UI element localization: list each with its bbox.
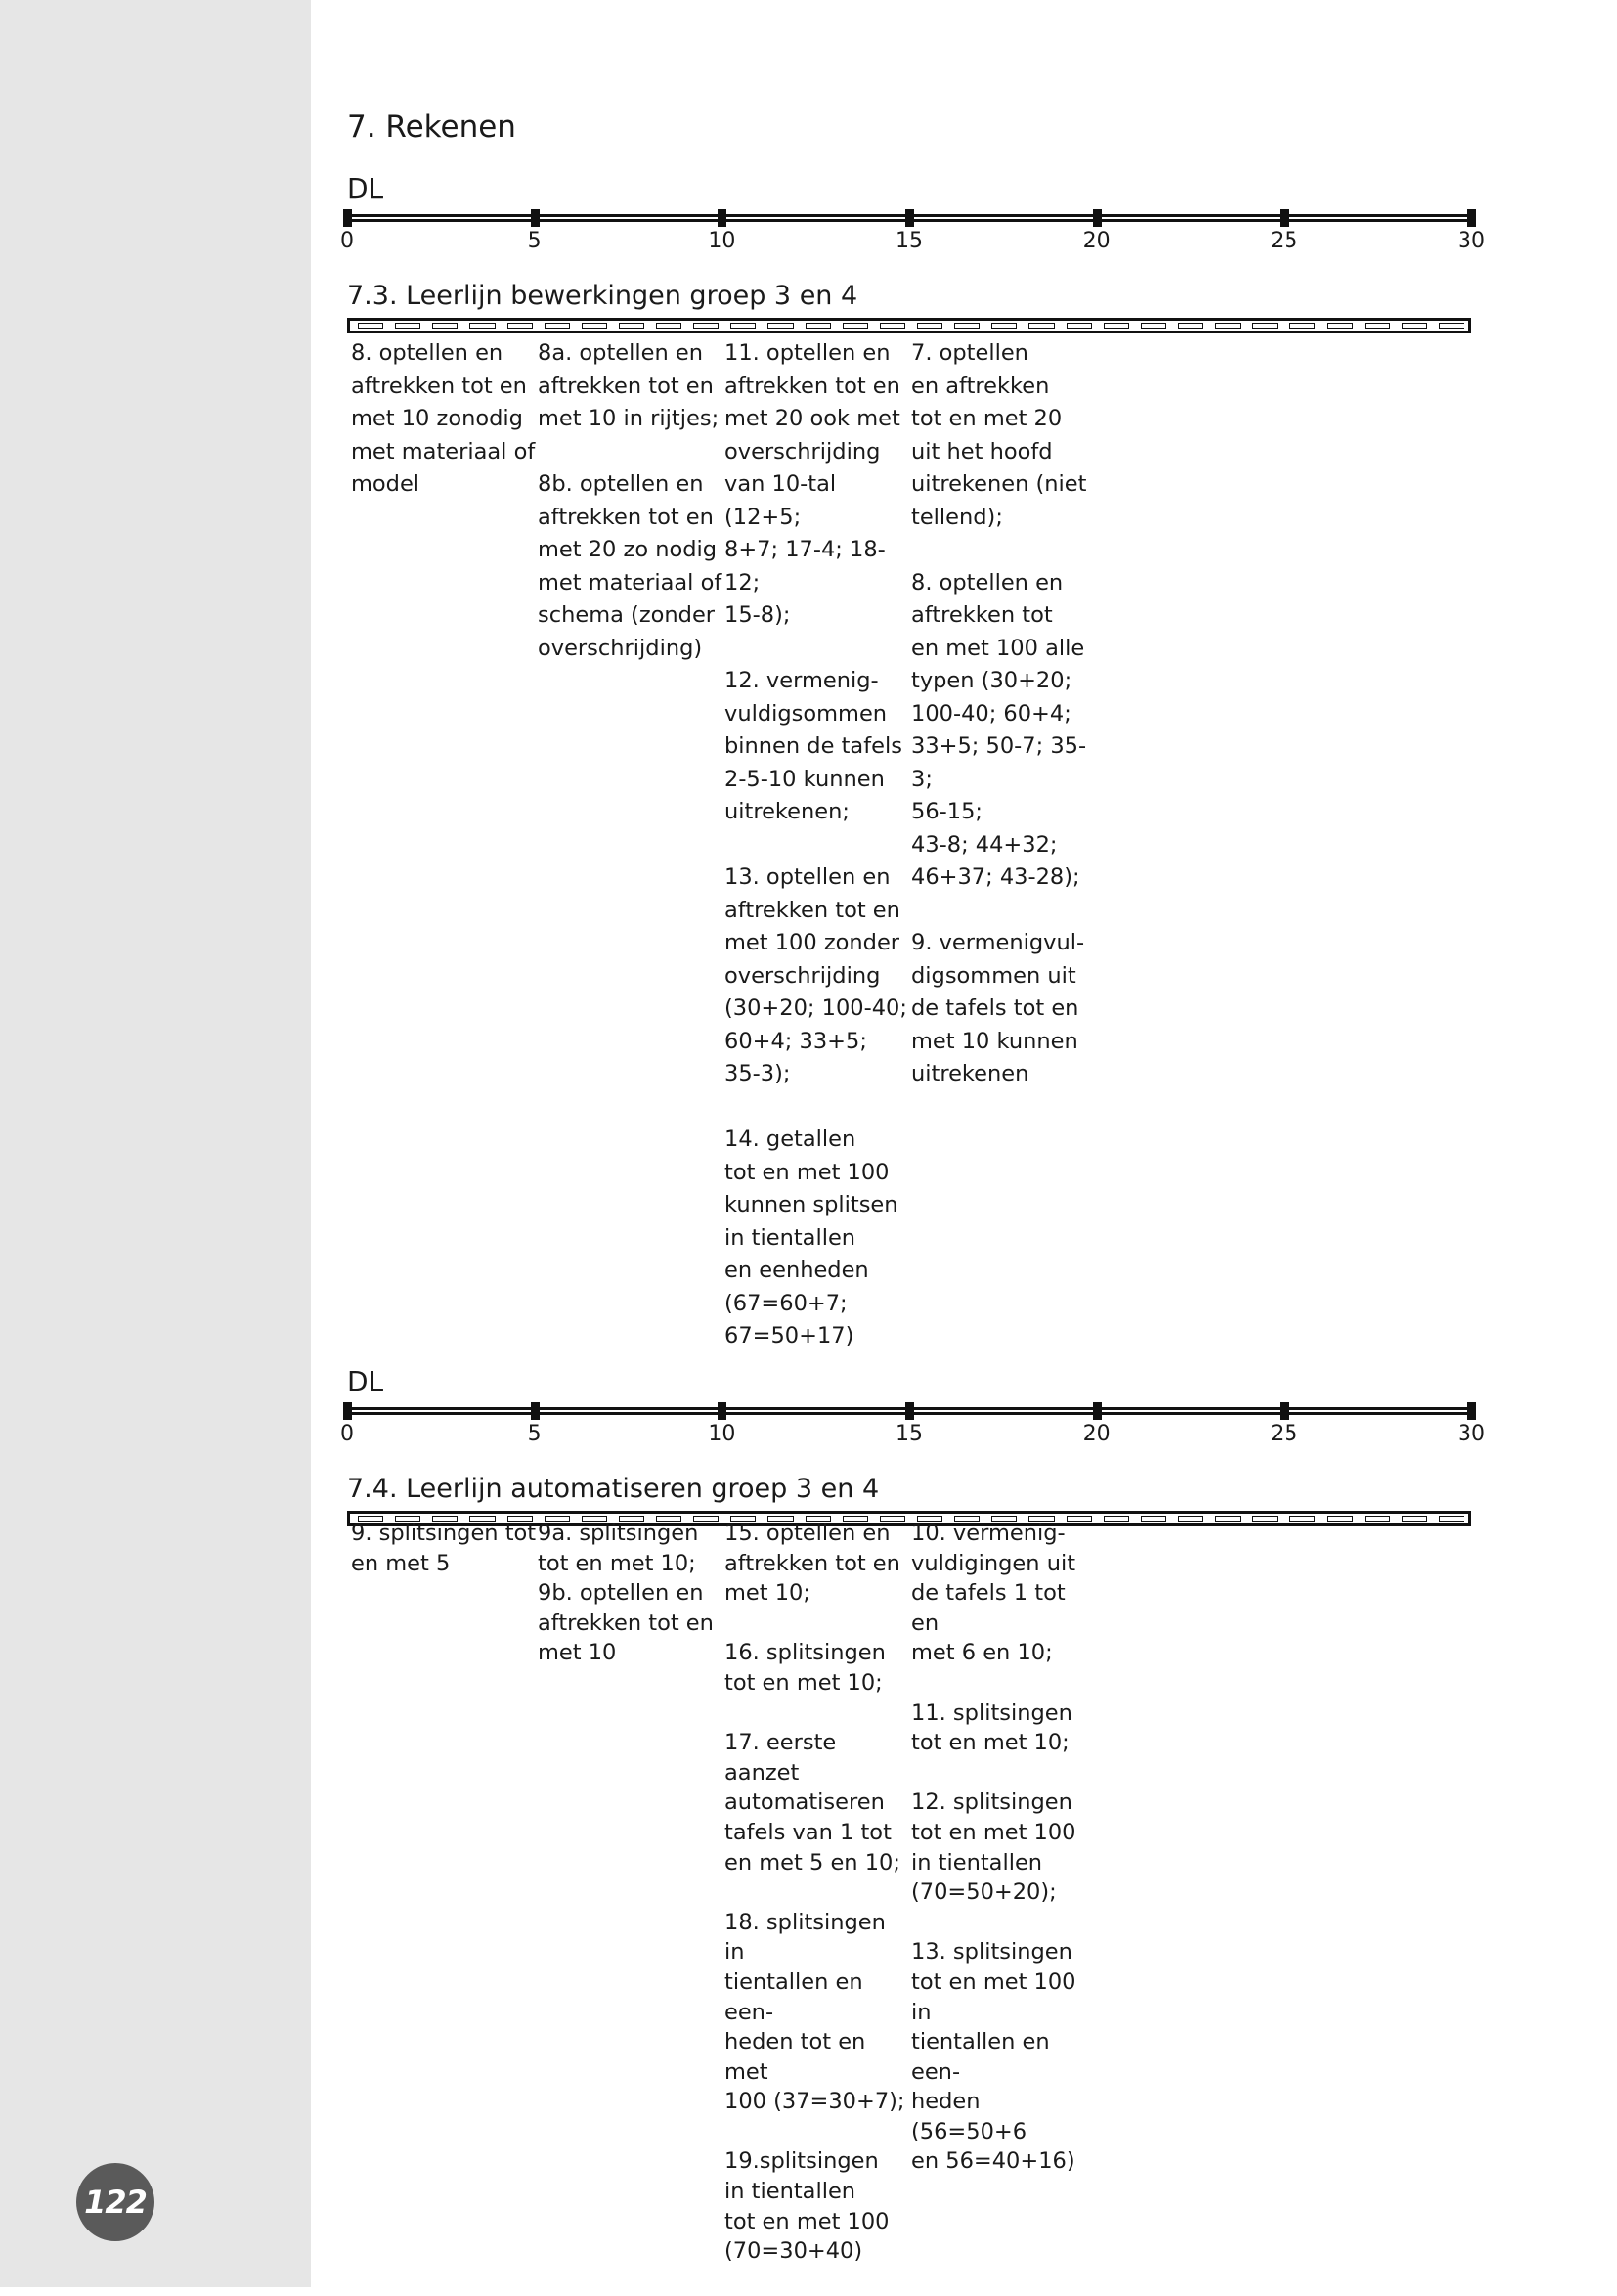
- divider-segment: [954, 323, 980, 329]
- goal-text: 13. optellen en aftrekken tot en met 100 zonder overschrijding (30+20; 100-40; 60+4; 33+5; 35-3);: [724, 864, 907, 1086]
- divider-segment: [917, 323, 942, 329]
- divider-segment: [1289, 323, 1315, 329]
- divider-segment: [767, 323, 793, 329]
- column-group-4: [911, 1519, 1097, 2296]
- divider-segment: [1141, 323, 1166, 329]
- divider-segment: [507, 323, 533, 329]
- divider-segment: [395, 323, 420, 329]
- goal-text: 9. splitsingen tot en met 5: [351, 1521, 537, 1576]
- column-group-3: [724, 337, 910, 1353]
- divider-segment: [1028, 323, 1054, 329]
- column-group-2: [538, 337, 723, 1353]
- scale-tick-label: 10: [708, 1422, 736, 1446]
- scale-tick-label: 20: [1082, 1422, 1111, 1446]
- scale-tick-label: 0: [340, 1422, 354, 1446]
- scale-tick-label: 15: [896, 1422, 923, 1446]
- divider-segment: [1178, 323, 1203, 329]
- dl-scale: [340, 203, 1485, 253]
- scale-tick-label: 5: [527, 229, 542, 253]
- divider-segment: [843, 323, 868, 329]
- scale-tick-label: 20: [1082, 229, 1111, 253]
- scale-tick-label: 25: [1270, 229, 1298, 253]
- column-group-1: [351, 337, 537, 1353]
- scale-tick: [1467, 1402, 1476, 1420]
- goal-text: 8a. optellen en aftrekken tot en met 10 in rijtjes;: [538, 340, 720, 431]
- column-group-2: [538, 1519, 723, 2296]
- divider-segment: [469, 323, 495, 329]
- scale-tick: [1467, 209, 1476, 227]
- divider-segment: [582, 323, 607, 329]
- divider-segment: [545, 323, 570, 329]
- scale-tick-label: 0: [340, 229, 354, 253]
- column-group-4: [911, 337, 1097, 1353]
- goal-text: 19.splitsingen in tientallen tot en met 100 (70=30+40): [724, 2148, 890, 2265]
- goal-text: 9. vermenigvul- digsommen uit de tafels tot en met 10 kunnen uitrekenen: [911, 930, 1085, 1086]
- scale-tick-label: 25: [1270, 1422, 1298, 1446]
- divider-segment: [730, 323, 756, 329]
- divider-segment: [1327, 323, 1352, 329]
- section-divider-bar: [347, 318, 1471, 333]
- scale-tick-label: 5: [527, 1422, 542, 1446]
- divider-segment: [432, 323, 458, 329]
- dl-scale: [340, 1396, 1485, 1446]
- divider-segment: [1402, 323, 1427, 329]
- goal-text: 14. getallen tot en met 100 kunnen splitsen in tientallen en eenheden (67=60+7; 67=50+17): [724, 1126, 898, 1348]
- divider-segment: [1439, 323, 1464, 329]
- goal-text: 12. splitsingen tot en met 100 in tientallen (70=50+20);: [911, 1789, 1076, 1906]
- goal-text: 8. optellen en aftrekken tot en met 10 zonodig met materiaal of model: [351, 340, 536, 497]
- divider-segment: [991, 323, 1017, 329]
- scale-tick-label: 15: [896, 229, 923, 253]
- learning-line-columns: [351, 1519, 1475, 2296]
- scale-tick: [718, 209, 726, 227]
- divider-segment: [806, 323, 831, 329]
- goal-text: 18. splitsingen in tientallen en een- heden tot en met 100 (37=30+7);: [724, 1909, 905, 2115]
- scale-tick-label: 30: [1458, 229, 1485, 253]
- goal-text: 9a. splitsingen tot en met 10; 9b. optellen en aftrekken tot en met 10: [538, 1521, 714, 1666]
- goal-text: 8. optellen en aftrekken tot en met 100 alle typen (30+20; 100-40; 60+4; 33+5; 50-7; 35-3; 56-15; 43-8; 44+32; 46+37; 43-28);: [911, 569, 1087, 890]
- divider-segment: [1067, 323, 1092, 329]
- scale-tick: [1280, 1402, 1289, 1420]
- scale-tick: [531, 209, 540, 227]
- divider-segment: [1215, 323, 1241, 329]
- scale-tick-label: 10: [708, 229, 736, 253]
- scale-tick: [905, 209, 914, 227]
- scale-tick: [343, 209, 352, 227]
- scale-tick: [1093, 1402, 1102, 1420]
- goal-text: 16. splitsingen tot en met 10;: [724, 1640, 886, 1696]
- divider-segment: [693, 323, 719, 329]
- goal-text: 8b. optellen en aftrekken tot en met 20 zo nodig met materiaal of schema (zonder overschrijding): [538, 471, 722, 661]
- goal-text: 10. vermenig- vuldigingen uit de tafels 1 tot en met 6 en 10;: [911, 1521, 1076, 1666]
- goal-text: 11. splitsingen tot en met 10;: [911, 1700, 1072, 1756]
- scale-tick: [905, 1402, 914, 1420]
- dl-label: DL: [347, 172, 384, 204]
- scale-tick: [1280, 209, 1289, 227]
- goal-text: 13. splitsingen tot en met 100 in tientallen en een- heden (56=50+6 en 56=40+16): [911, 1939, 1076, 2175]
- section-title: 7.4. Leerlijn automatiseren groep 3 en 4: [347, 1474, 880, 1504]
- divider-segment: [619, 323, 644, 329]
- divider-segment: [1365, 323, 1390, 329]
- divider-segment: [880, 323, 905, 329]
- goal-text: 11. optellen en aftrekken tot en met 20 ook met overschrijding van 10-tal (12+5; 8+7; 17-4; 18-12; 15-8);: [724, 340, 900, 628]
- goal-text: 12. vermenig- vuldigsommen binnen de tafels 2-5-10 kunnen uitrekenen;: [724, 668, 902, 824]
- goal-text: 17. eerste aanzet automatiseren tafels van 1 tot en met 5 en 10;: [724, 1730, 900, 1876]
- learning-line-columns: [351, 337, 1475, 1353]
- page-number-badge: 122: [76, 2163, 154, 2241]
- divider-segment: [1252, 323, 1278, 329]
- scale-tick: [343, 1402, 352, 1420]
- page-margin-band: [0, 0, 311, 2287]
- divider-segment: [656, 323, 681, 329]
- goal-text: 15. optellen en aftrekken tot en met 10;: [724, 1521, 900, 1607]
- divider-segment: [358, 323, 383, 329]
- scale-tick: [1093, 209, 1102, 227]
- chapter-title: 7. Rekenen: [347, 110, 516, 145]
- scale-tick-label: 30: [1458, 1422, 1485, 1446]
- column-group-3: [724, 1519, 910, 2296]
- column-group-1: [351, 1519, 537, 2296]
- divider-segment: [1104, 323, 1129, 329]
- section-title: 7.3. Leerlijn bewerkingen groep 3 en 4: [347, 281, 858, 311]
- scale-tick: [531, 1402, 540, 1420]
- dl-label: DL: [347, 1365, 384, 1397]
- goal-text: 7. optellen en aftrekken tot en met 20 uit het hoofd uitrekenen (niet tellend);: [911, 340, 1087, 530]
- scale-tick: [718, 1402, 726, 1420]
